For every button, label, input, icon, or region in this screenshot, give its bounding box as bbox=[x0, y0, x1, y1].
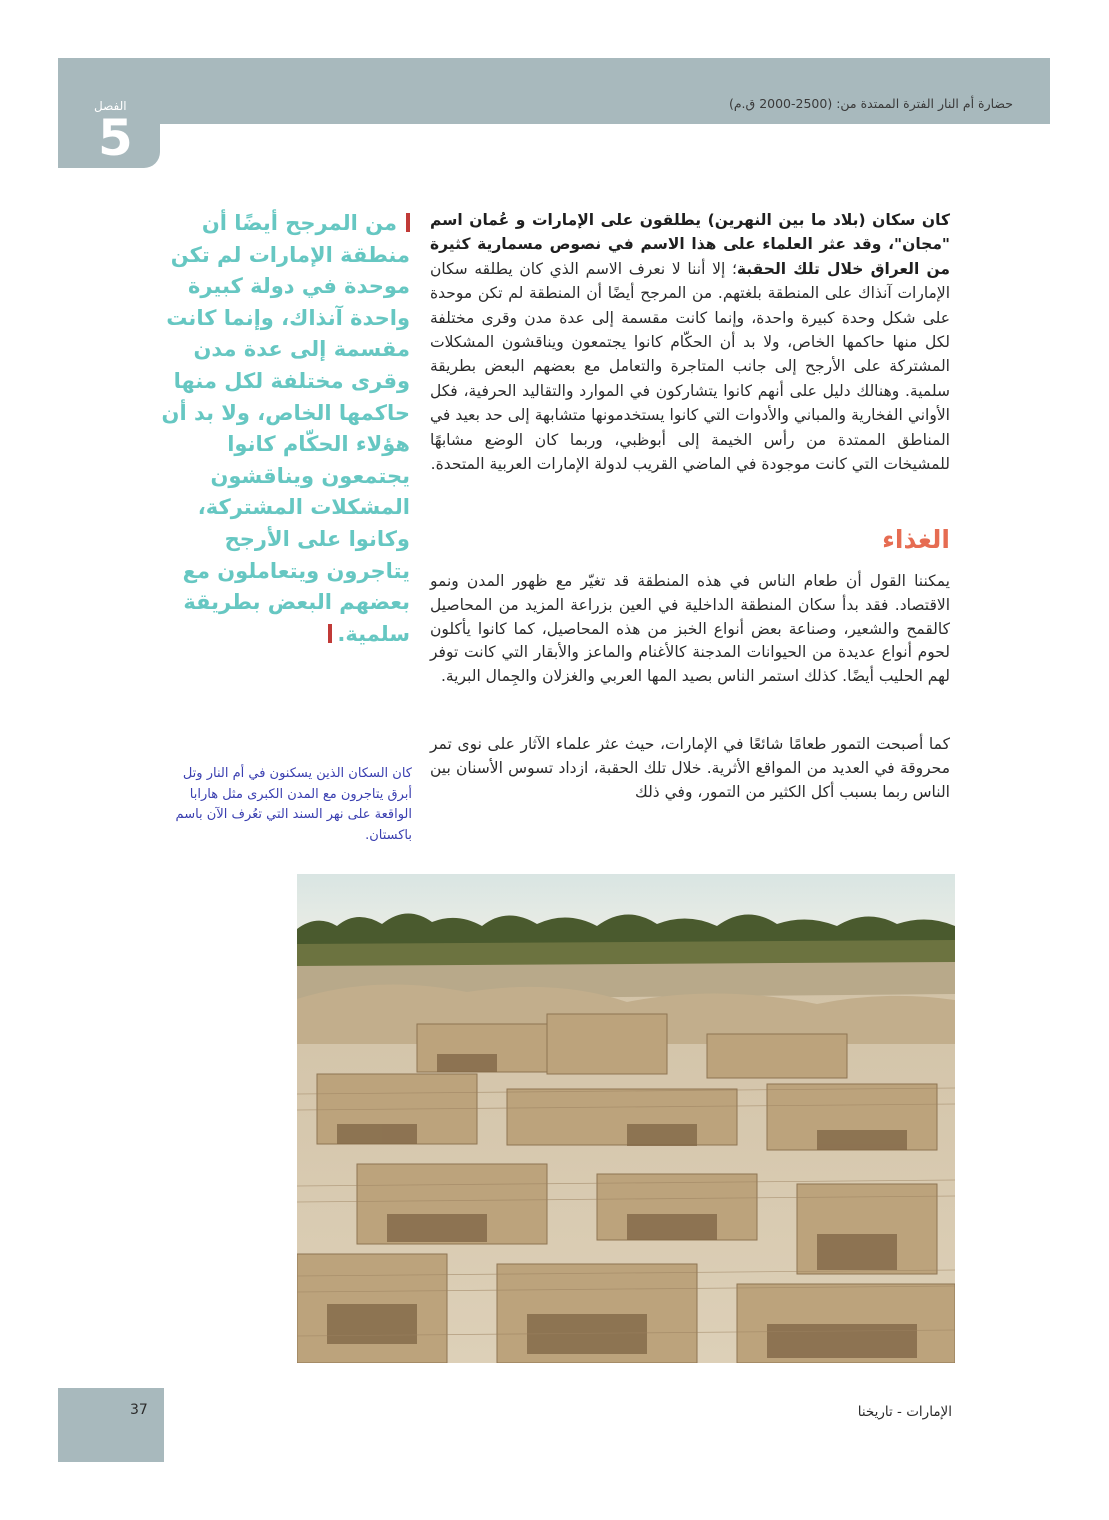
quote-bar-end bbox=[328, 624, 332, 643]
section-title-food: الغذاء bbox=[882, 525, 950, 554]
header-band bbox=[58, 58, 1050, 124]
footer-book-title: الإمارات - تاريخنا bbox=[857, 1404, 952, 1420]
header-title: حضارة أم النار الفترة الممتدة من: (2500-2000 ق.م) bbox=[728, 96, 1013, 111]
chapter-number: 5 bbox=[98, 109, 133, 167]
pull-quote-text: من المرجح أيضًا أن منطقة الإمارات لم تكن موحدة في دولة كبيرة واحدة آنذاك، وإنما كانت مقسمة إلى عدة مدن وقرى مختلفة لكل منها حاكمها الخاص، ولا بد أن هؤلاء الحكّام كانوا يجتمعون ويناقشون المشكلات المشتركة، وكانوا على الأرجح يتاجرون ويتعاملون مع بعضهم البعض بطريقة سلمية. bbox=[161, 211, 410, 646]
chapter-label: الفصل bbox=[94, 99, 127, 113]
intro-body-text: ؛ إلا أننا لا نعرف الاسم الذي كان يطلقه سكان الإمارات آنذاك على المنطقة بلغتهم. من المرجح أيضًا أن المنطقة لم تكن موحدة على شكل وحدة كبيرة واحدة، وإنما كانت مقسمة إلى عدة مدن وقرى مختلفة لكل منها حاكمها الخاص، ولا بد أن الحكّام كانوا يجتمعون ويناقشون المشكلات المشتركة على الأرجح إلى جانب المتاجرة والتعامل مع بعضهم البعض بطريقة سلمية. وهنالك دليل على أنهم كانوا يتشاركون في الموارد والتقاليد الحرفية، فكل الأواني الفخارية والمباني والأدوات التي كانوا يستخدمونها متشابهة إلى حد بعيد في المناطق الممتدة من رأس الخيمة إلى أبوظبي، وربما كان الوضع مشابهًا للمشيخات التي كانت موجودة في الماضي القريب لدولة الإمارات العربية المتحدة. bbox=[430, 259, 950, 474]
intro-paragraph bbox=[430, 208, 950, 476]
page-number: 37 bbox=[130, 1402, 148, 1418]
archaeological-ruins-photo bbox=[297, 874, 955, 1363]
food-paragraph-1: يمكننا القول أن طعام الناس في هذه المنطقة قد تغيّر مع ظهور المدن ونمو الاقتصاد. فقد بدأ سكان المنطقة الداخلية في العين بزراعة المزيد من المحاصيل كالقمح والشعير، وصناعة بعض أنواع الخبز من هذه المحاصيل، كما كانوا يأكلون لحوم أنواع عديدة من الحيوانات المدجنة كالأغنام والماعز والأبقار التي كانت توفر لهم الحليب أيضًا. كذلك استمر الناس بصيد المها العربي والغزلان والجِمال البرية. bbox=[430, 572, 950, 686]
food-paragraph-2: كما أصبحت التمور طعامًا شائعًا في الإمارات، حيث عثر علماء الآثار على نوى تمر محروقة في العديد من المواقع الأثرية. خلال تلك الحقبة، ازداد تسوس الأسنان بين الناس ربما بسبب أكل الكثير من التمور، وفي ذلك bbox=[430, 735, 950, 801]
intro-bold-text: كان سكان (بلاد ما بين النهرين) يطلقون على الإمارات و عُمان اسم "مجان"، وقد عثر العلماء على هذا الاسم في نصوص مسمارية كثيرة من العراق خلال تلك الحقبة bbox=[430, 211, 951, 278]
pull-quote bbox=[160, 208, 410, 650]
photo-caption: كان السكان الذين يسكنون في أم النار وتل أبرق يتاجرون مع المدن الكبرى مثل هارابا الواقعة على نهر السند التي تعُرف الآن باسم باكستان. bbox=[175, 766, 412, 843]
quote-bar-start bbox=[406, 213, 410, 232]
footer-tab bbox=[58, 1388, 164, 1462]
